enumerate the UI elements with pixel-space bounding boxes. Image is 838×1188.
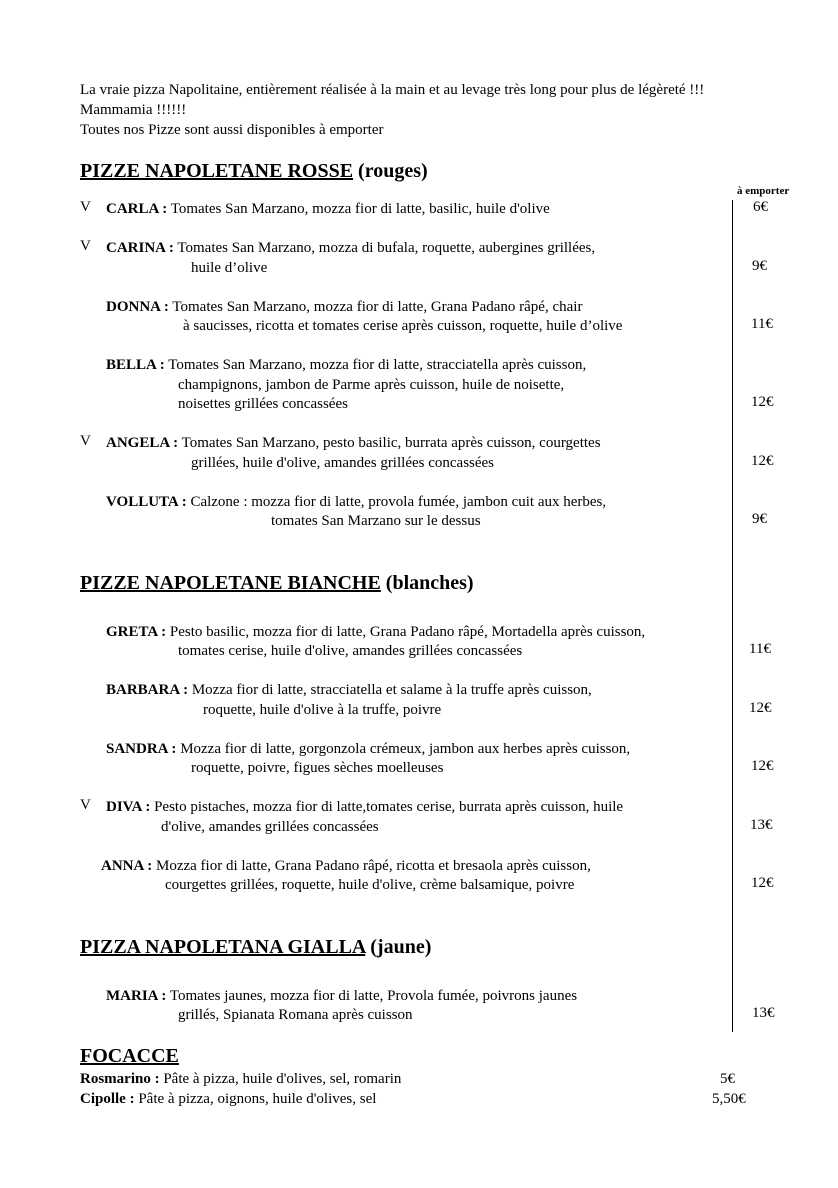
item-desc-line2: grillées, huile d'olive, amandes grillées concassées (191, 455, 495, 471)
section-title-gialla-sub: (jaune) (370, 936, 432, 958)
section-title-bianche-sub: (blanches) (385, 572, 474, 594)
item-price: 11€ (751, 316, 773, 332)
item-desc-line2: à saucisses, ricotta et tomates cerise après cuisson, roquette, huile d’olive (183, 318, 623, 334)
item-desc-line1: Pesto basilic, mozza fior di latte, Grana Padano râpé, Mortadella après cuisson, (166, 624, 646, 640)
item-price: 12€ (751, 875, 774, 891)
item-desc-line1: Tomates jaunes, mozza fior di latte, Provola fumée, poivrons jaunes (166, 988, 578, 1004)
item-price: 6€ (753, 199, 768, 215)
item-name: DIVA : (106, 799, 151, 815)
item-desc-line1: Mozza fior di latte, Grana Padano râpé, ricotta et bresaola après cuisson, (152, 858, 591, 874)
item-price: 12€ (749, 700, 772, 716)
item-desc-line2: roquette, poivre, figues sèches moelleuses (191, 760, 444, 776)
section-title-gialla (80, 936, 431, 959)
item-name: BELLA : (106, 357, 165, 373)
item-desc-line1: Calzone : mozza fior di latte, provola fumée, jambon cuit aux herbes, (186, 494, 607, 510)
item-name: BARBARA : (106, 682, 189, 698)
item-desc-line1: Pesto pistaches, mozza fior di latte,tomates cerise, burrata après cuisson, huile (150, 799, 624, 815)
item-name: Cipolle : (80, 1091, 135, 1107)
vegetarian-mark: V (80, 797, 91, 813)
item-desc-line2: champignons, jambon de Parme après cuisson, huile de noisette, (178, 377, 565, 393)
price-column-divider (732, 200, 733, 1032)
item-desc-line2: d'olive, amandes grillées concassées (161, 819, 379, 835)
intro-line-2: Mammamia !!!!!! (80, 102, 187, 118)
item-price: 13€ (750, 817, 773, 833)
vegetarian-mark: V (80, 433, 91, 449)
vegetarian-mark: V (80, 238, 91, 254)
item-price: 12€ (751, 394, 774, 410)
item-price: 12€ (751, 453, 774, 469)
item-desc-line2: tomates San Marzano sur le dessus (271, 513, 481, 529)
item-name: CARINA : (106, 240, 174, 256)
focaccia-cipolle (80, 1091, 376, 1108)
item-desc-line2: huile d’olive (191, 260, 268, 276)
item-price: 12€ (751, 758, 774, 774)
focaccia-rosmarino (80, 1071, 401, 1088)
item-desc-line2: courgettes grillées, roquette, huile d'olive, crème balsamique, poivre (165, 877, 575, 893)
item-desc: Pâte à pizza, huile d'olives, sel, romarin (159, 1071, 402, 1087)
intro-line-1: La vraie pizza Napolitaine, entièrement réalisée à la main et au levage très long pour plus de légèreté !!! (80, 82, 705, 98)
section-title-rosse-main: PIZZE NAPOLETANE ROSSE (80, 160, 354, 182)
item-desc-line2: grillés, Spianata Romana après cuisson (178, 1007, 413, 1023)
item-name: ANGELA : (106, 435, 179, 451)
focaccia-rosmarino-price: 5€ (720, 1071, 735, 1087)
item-name: VOLLUTA : (106, 494, 187, 510)
item-desc-line1: Tomates San Marzano, pesto basilic, burrata après cuisson, courgettes (178, 435, 601, 451)
item-name: Rosmarino : (80, 1071, 160, 1087)
takeaway-column-label: à emporter (737, 185, 790, 197)
section-title-gialla-main: PIZZA NAPOLETANA GIALLA (80, 936, 366, 958)
item-desc-line1: Mozza fior di latte, gorgonzola crémeux, jambon aux herbes après cuisson, (176, 741, 631, 757)
item-name: CARLA : (106, 201, 168, 217)
item-desc-line1: Tomates San Marzano, mozza fior di latte, Grana Padano râpé, chair (168, 299, 583, 315)
item-price: 9€ (752, 258, 767, 274)
item-price: 9€ (752, 511, 767, 527)
item-desc-line1: Tomates San Marzano, mozza di bufala, roquette, aubergines grillées, (173, 240, 596, 256)
section-title-bianche (80, 572, 474, 595)
focaccia-cipolle-price: 5,50€ (712, 1091, 746, 1107)
section-title-rosse-sub: (rouges) (358, 160, 428, 182)
item-name: SANDRA : (106, 741, 177, 757)
item-desc-line1: Tomates San Marzano, mozza fior di latte, stracciatella après cuisson, (164, 357, 587, 373)
item-desc: Pâte à pizza, oignons, huile d'olives, sel (134, 1091, 377, 1107)
item-desc-line2: tomates cerise, huile d'olive, amandes grillées concassées (178, 643, 523, 659)
item-name: DONNA : (106, 299, 169, 315)
intro-text (80, 80, 800, 140)
item-price: 13€ (752, 1005, 775, 1021)
item-price: 11€ (749, 641, 771, 657)
section-title-rosse (80, 160, 428, 183)
item-name: GRETA : (106, 624, 167, 640)
intro-line-3: Toutes nos Pizze sont aussi disponibles à emporter (80, 122, 384, 138)
item-name: MARIA : (106, 988, 167, 1004)
item-desc-line3: noisettes grillées concassées (178, 396, 348, 412)
item-desc-line2: roquette, huile d'olive à la truffe, poivre (203, 702, 442, 718)
section-title-bianche-main: PIZZE NAPOLETANE BIANCHE (80, 572, 381, 594)
item-name: ANNA : (101, 858, 153, 874)
item-desc-line1: Tomates San Marzano, mozza fior di latte, basilic, huile d'olive (167, 201, 550, 217)
vegetarian-mark: V (80, 199, 91, 215)
item-desc-line1: Mozza fior di latte, stracciatella et salame à la truffe après cuisson, (188, 682, 592, 698)
section-title-focacce: FOCACCE (80, 1045, 179, 1067)
